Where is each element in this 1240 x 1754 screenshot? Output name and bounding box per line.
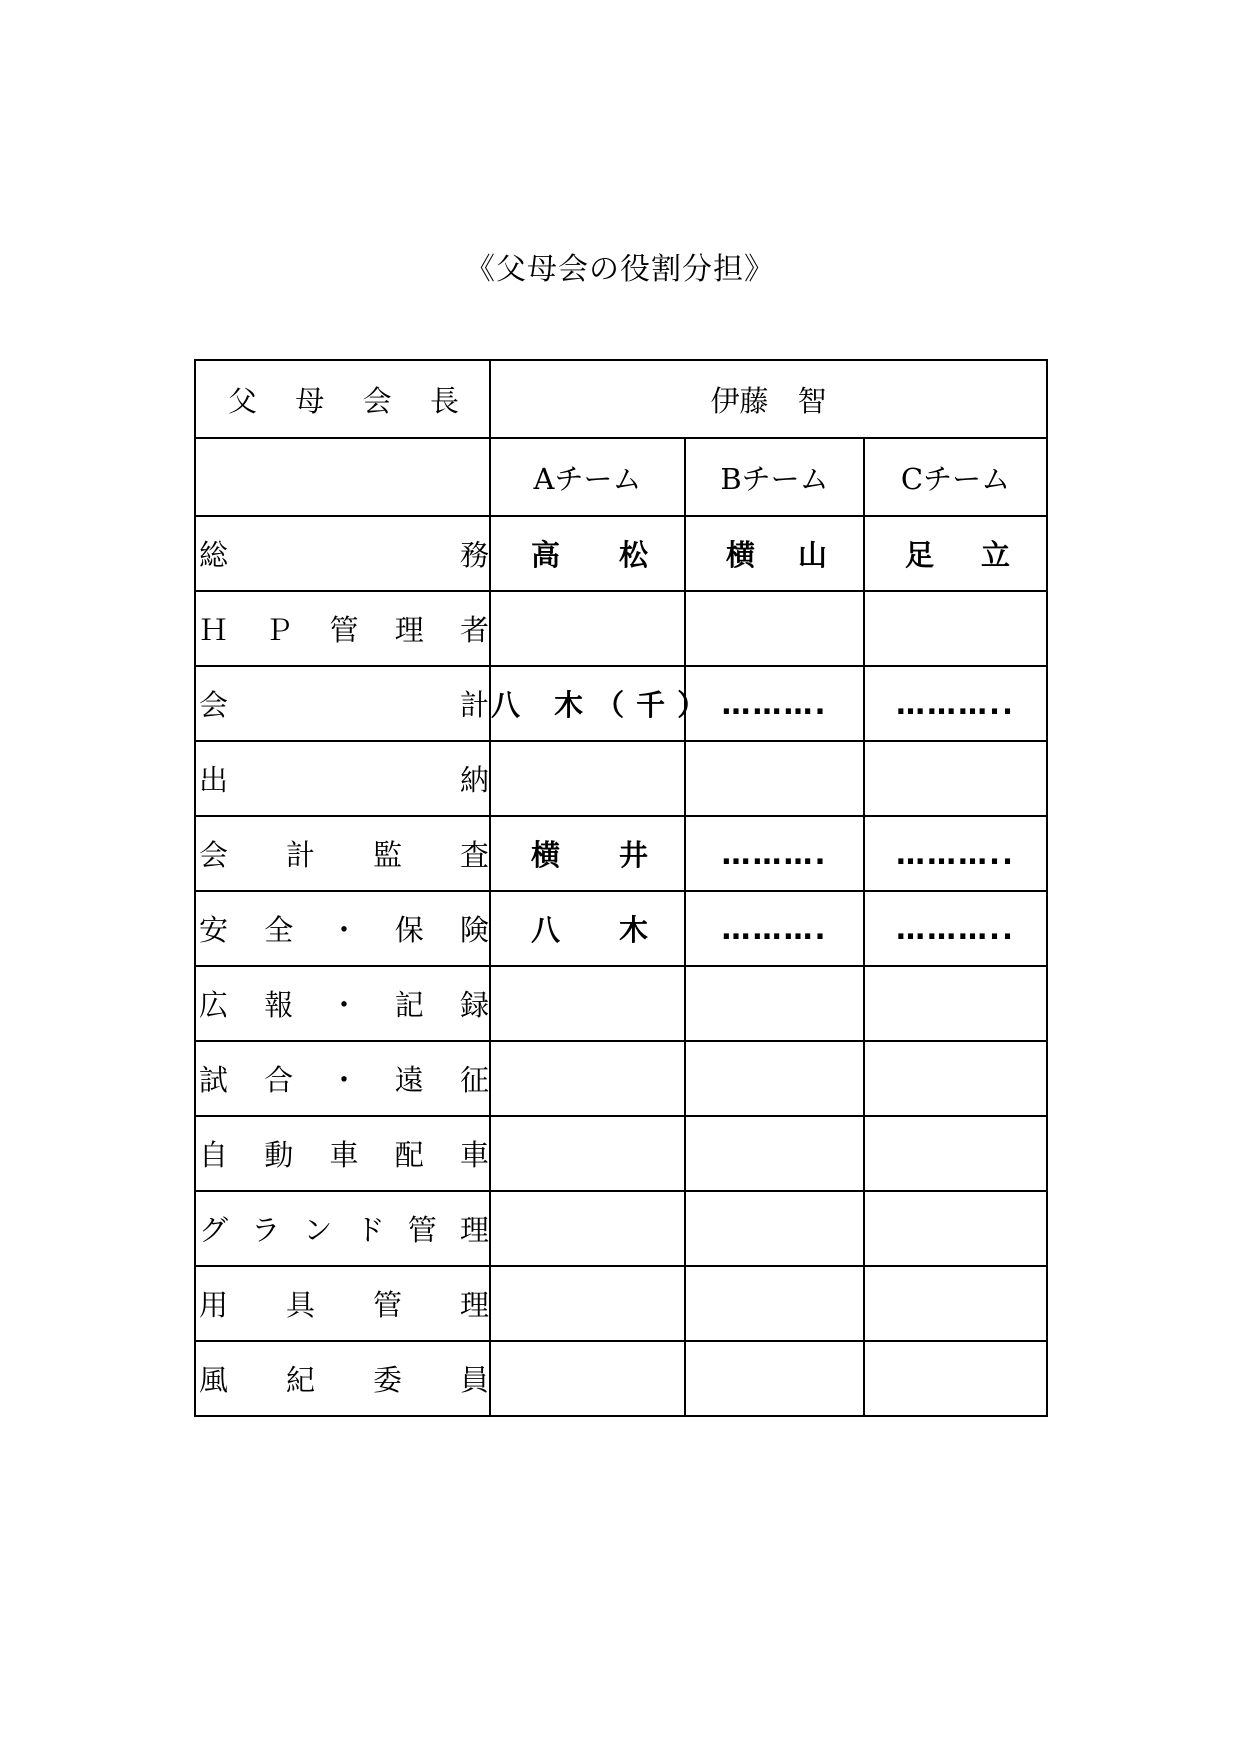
role-label: 出 納 [199, 763, 489, 797]
role-cell [195, 816, 490, 891]
role-label: 風 紀 委 員 [199, 1363, 489, 1397]
team-b-member [685, 1341, 864, 1416]
role-label: 自 動 車 配 車 [199, 1138, 489, 1172]
role-cell [195, 891, 490, 966]
team-a-member [490, 1191, 685, 1266]
team-b-member [685, 591, 864, 666]
role-row [195, 816, 1047, 891]
team-a-member [490, 741, 685, 816]
team-a-member [490, 891, 685, 966]
role-label: 総 務 [199, 538, 489, 572]
team-a-member [490, 591, 685, 666]
team-a-header: Aチーム [490, 438, 685, 516]
team-header-blank [195, 438, 490, 516]
role-cell [195, 741, 490, 816]
team-c-member [864, 966, 1047, 1041]
role-label: 安 全 ・ 保 険 [199, 913, 489, 947]
team-b-member [685, 516, 864, 591]
member-name: 足 立 [905, 538, 1011, 572]
team-a-member [490, 1266, 685, 1341]
team-a-member [490, 516, 685, 591]
president-row [195, 360, 1047, 438]
team-a-member [490, 966, 685, 1041]
role-cell [195, 591, 490, 666]
role-label: 会 計 監 査 [199, 838, 489, 872]
team-a-member [490, 1116, 685, 1191]
role-label: 広 報 ・ 記 録 [199, 988, 489, 1022]
member-name: 八 木 [531, 913, 648, 947]
role-cell [195, 1341, 490, 1416]
role-row [195, 891, 1047, 966]
role-row [195, 516, 1047, 591]
team-b-member: ………. [685, 816, 864, 891]
team-b-member: ………. [685, 891, 864, 966]
team-header-row [195, 438, 1047, 516]
role-label: 会 計 [199, 688, 489, 722]
team-c-member [864, 1341, 1047, 1416]
role-row [195, 1191, 1047, 1266]
team-b-member [685, 1191, 864, 1266]
role-cell [195, 1116, 490, 1191]
role-label: 試 合 ・ 遠 征 [199, 1063, 489, 1097]
team-a-member [490, 1341, 685, 1416]
team-c-member [864, 516, 1047, 591]
team-c-member: ……….. [864, 666, 1047, 741]
team-b-header: Bチーム [685, 438, 864, 516]
role-cell [195, 1266, 490, 1341]
team-b-member [685, 1116, 864, 1191]
role-cell [195, 666, 490, 741]
roles-table [194, 359, 1048, 1417]
team-b-member [685, 966, 864, 1041]
team-a-member [490, 816, 685, 891]
role-row [195, 1116, 1047, 1191]
role-row [195, 741, 1047, 816]
president-name: 伊藤 智 [490, 360, 1047, 438]
team-c-member [864, 1116, 1047, 1191]
role-row [195, 666, 1047, 741]
team-c-header: Cチーム [864, 438, 1047, 516]
role-row [195, 1341, 1047, 1416]
team-b-member: ………. [685, 666, 864, 741]
role-row [195, 1266, 1047, 1341]
role-label: 用 具 管 理 [199, 1288, 489, 1322]
team-b-member [685, 1266, 864, 1341]
role-cell [195, 516, 490, 591]
role-cell [195, 1041, 490, 1116]
team-a-member [490, 1041, 685, 1116]
role-label: グ ラ ン ド 管 理 [199, 1213, 489, 1247]
team-b-member [685, 1041, 864, 1116]
role-row [195, 966, 1047, 1041]
team-c-member: ……….. [864, 891, 1047, 966]
president-label: 父 母 会 長 [228, 383, 459, 418]
member-name: 横 井 [531, 838, 648, 872]
member-name: 横 山 [726, 538, 827, 572]
role-label: Ｈ Ｐ 管 理 者 [199, 613, 489, 647]
team-c-member [864, 1266, 1047, 1341]
role-row [195, 1041, 1047, 1116]
role-cell [195, 1191, 490, 1266]
team-c-member [864, 591, 1047, 666]
role-cell [195, 966, 490, 1041]
team-c-member [864, 1191, 1047, 1266]
team-c-member: ……….. [864, 816, 1047, 891]
team-a-member: 八 木（千） [490, 666, 685, 741]
document-title: 《父母会の役割分担》 [465, 252, 775, 287]
team-b-member [685, 741, 864, 816]
member-name: 高 松 [531, 538, 648, 572]
role-row [195, 591, 1047, 666]
team-c-member [864, 741, 1047, 816]
president-label-cell [195, 360, 490, 438]
team-c-member [864, 1041, 1047, 1116]
